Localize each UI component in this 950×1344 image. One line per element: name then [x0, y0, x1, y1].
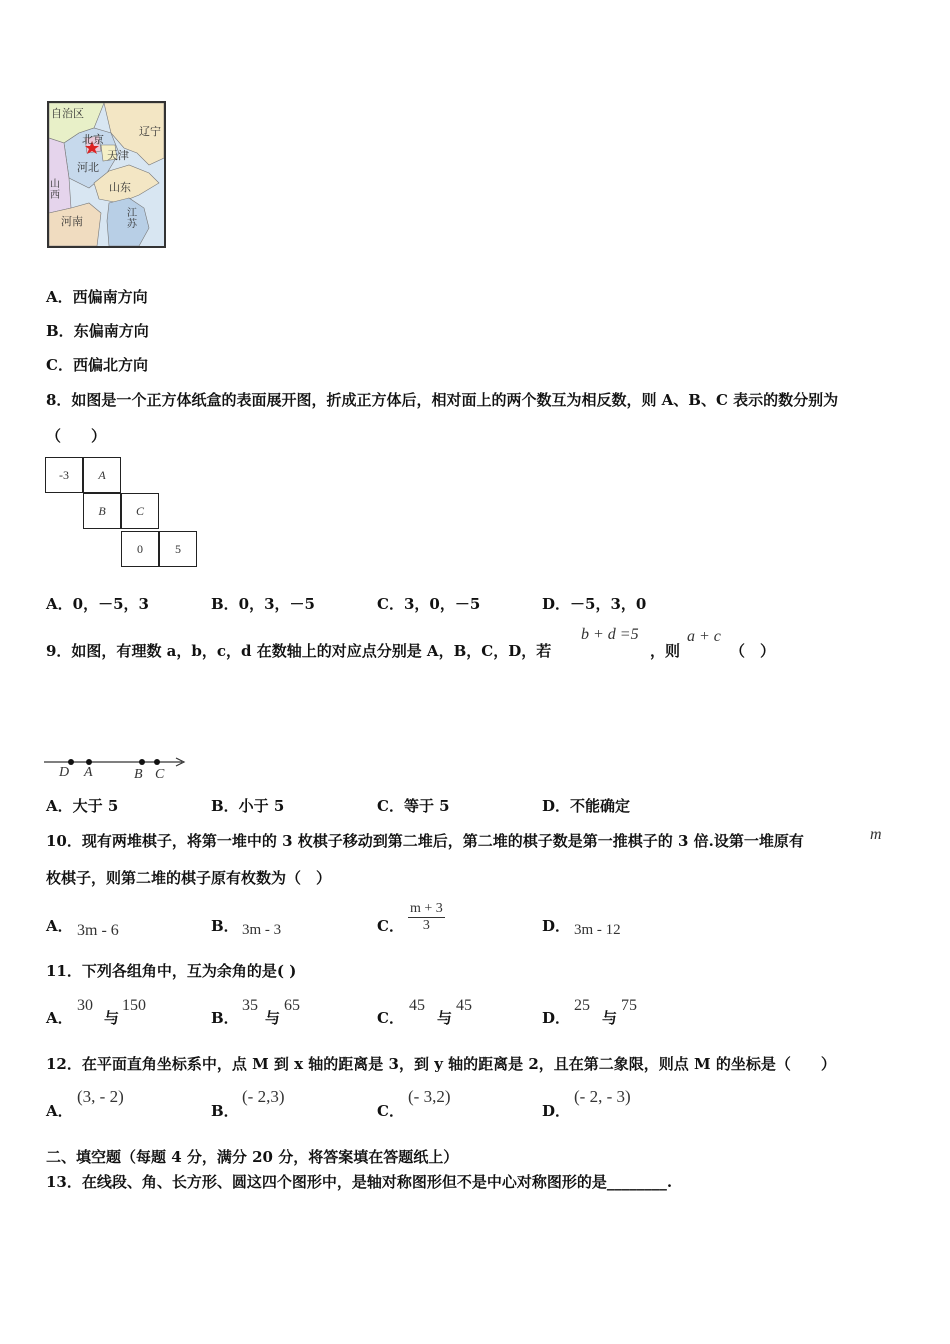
- q10-option-b-expr: 3m - 3: [242, 922, 282, 938]
- q11-option-b-connector: 与: [265, 1009, 281, 1027]
- q11-option-b-first: 35: [242, 997, 258, 1014]
- q10-var: m: [870, 826, 882, 843]
- q7-option-c: C．西偏北方向: [46, 356, 148, 374]
- q11-option-a-first: 30: [77, 997, 93, 1014]
- map-figure: [47, 101, 166, 248]
- q11-option-c-first: 45: [409, 997, 425, 1014]
- q11-option-b-letter: B．: [211, 1009, 239, 1027]
- map-label-jiangsu: 江苏: [127, 208, 137, 230]
- q11-option-d-second: 75: [621, 997, 637, 1014]
- q9-option-b: B．小于 5: [211, 797, 285, 815]
- q7-option-a: A．西偏南方向: [46, 288, 148, 306]
- map-label-beijing: 北京: [82, 133, 104, 146]
- q10-option-b-letter: B．: [211, 917, 239, 935]
- q12-stem: 12．在平面直角坐标系中，点 M 到 x 轴的距离是 3，到 y 轴的距离是 2，且在第二象限，则点 M 的坐标是（ ）: [46, 1055, 836, 1073]
- fraction-numerator: m + 3: [410, 901, 443, 916]
- q11-option-d-letter: D．: [542, 1009, 571, 1027]
- q7-option-b: B．东偏南方向: [46, 322, 149, 340]
- map-label-henan: 河南: [61, 215, 83, 228]
- net-cell: -3: [45, 457, 83, 493]
- net-cell: C: [121, 493, 159, 529]
- q11-option-d-connector: 与: [602, 1009, 618, 1027]
- q11-option-a-second: 150: [122, 997, 146, 1014]
- q8-option-a: A．0，－5，3: [46, 595, 149, 613]
- axis-label-a: A: [84, 765, 93, 780]
- q12-option-c-letter: C．: [377, 1102, 404, 1120]
- q10-stem-line2: 枚棋子，则第二堆的棋子原有枚数为（ ）: [46, 869, 332, 887]
- q11-option-a-connector: 与: [104, 1009, 120, 1027]
- axis-label-d: D: [59, 765, 70, 780]
- q11-option-d-first: 25: [574, 997, 590, 1014]
- map-label-hebei: 河北: [77, 161, 99, 174]
- q8-option-c: C．3，0，－5: [377, 595, 481, 613]
- net-cell: 0: [121, 531, 159, 567]
- map-label-zizhiqu: 自治区: [51, 107, 84, 120]
- q9-expr: a + c: [687, 628, 721, 645]
- q9-option-d: D．不能确定: [542, 797, 631, 815]
- map-label-tianjin: 天津: [107, 149, 129, 162]
- q9-option-c: C．等于 5: [377, 797, 450, 815]
- q8-option-d: D．－5，3，0: [542, 595, 647, 613]
- q12-option-d-letter: D．: [542, 1102, 571, 1120]
- q10-option-c-letter: C．: [377, 917, 404, 935]
- q8-stem: 8．如图是一个正方体纸盒的表面展开图，折成正方体后，相对面上的两个数互为相反数，则 A、B、C 表示的数分别为: [46, 391, 839, 409]
- q10-option-d-expr: 3m - 12: [574, 922, 621, 938]
- section2-title: 二、填空题（每题 4 分，满分 20 分，将答案填在答题纸上）: [46, 1148, 459, 1166]
- net-cell: A: [83, 457, 121, 493]
- q10-option-a-expr: 3m - 6: [77, 922, 119, 939]
- q9-stem: 9．如图，有理数 a，b，c，d 在数轴上的对应点分别是 A，B，C，D，若: [46, 642, 552, 660]
- q12-option-b-letter: B．: [211, 1102, 239, 1120]
- q12-option-b-coord: (- 2,3): [242, 1087, 285, 1106]
- axis-label-b: B: [134, 767, 143, 782]
- q10-option-d-letter: D．: [542, 917, 571, 935]
- q10-stem-line1: 10．现有两堆棋子，将第一堆中的 3 枚棋子移动到第二堆后，第二堆的棋子数是第一推棋子的 3 倍.设第一堆原有: [46, 832, 804, 850]
- q12-option-a-letter: A．: [46, 1102, 73, 1120]
- q9-then: ，则: [650, 642, 681, 660]
- q9-paren: （ ）: [730, 642, 776, 660]
- q12-option-c-coord: (- 3,2): [408, 1087, 451, 1106]
- q10-option-a-letter: A．: [46, 917, 73, 935]
- q9-option-a: A．大于 5: [46, 797, 119, 815]
- q12-option-a-coord: (3, - 2): [77, 1087, 124, 1106]
- q10-option-c-fraction: [408, 901, 445, 934]
- map-label-shandong: 山东: [109, 181, 131, 194]
- axis-label-c: C: [155, 767, 165, 782]
- q11-option-a-letter: A．: [46, 1009, 73, 1027]
- q9-condition: b + d =5: [581, 626, 639, 643]
- q11-stem: 11．下列各组角中，互为余角的是( ): [46, 962, 297, 980]
- q8-option-b: B．0，3，－5: [211, 595, 315, 613]
- net-cell: B: [83, 493, 121, 529]
- q11-option-c-letter: C．: [377, 1009, 404, 1027]
- q11-option-b-second: 65: [284, 997, 300, 1014]
- fraction-denominator: 3: [422, 918, 430, 933]
- q12-option-d-coord: (- 2, - 3): [574, 1087, 631, 1106]
- q13-stem: 13．在线段、角、长方形、圆这四个图形中，是轴对称图形但不是中心对称图形的是________.: [46, 1173, 673, 1191]
- q11-option-c-second: 45: [456, 997, 472, 1014]
- net-cell: 5: [159, 531, 197, 567]
- map-label-shanxi: 山西: [50, 179, 60, 201]
- q8-paren: （ ）: [46, 427, 107, 445]
- q11-option-c-connector: 与: [437, 1009, 453, 1027]
- map-label-liaoning: 辽宁: [139, 125, 161, 138]
